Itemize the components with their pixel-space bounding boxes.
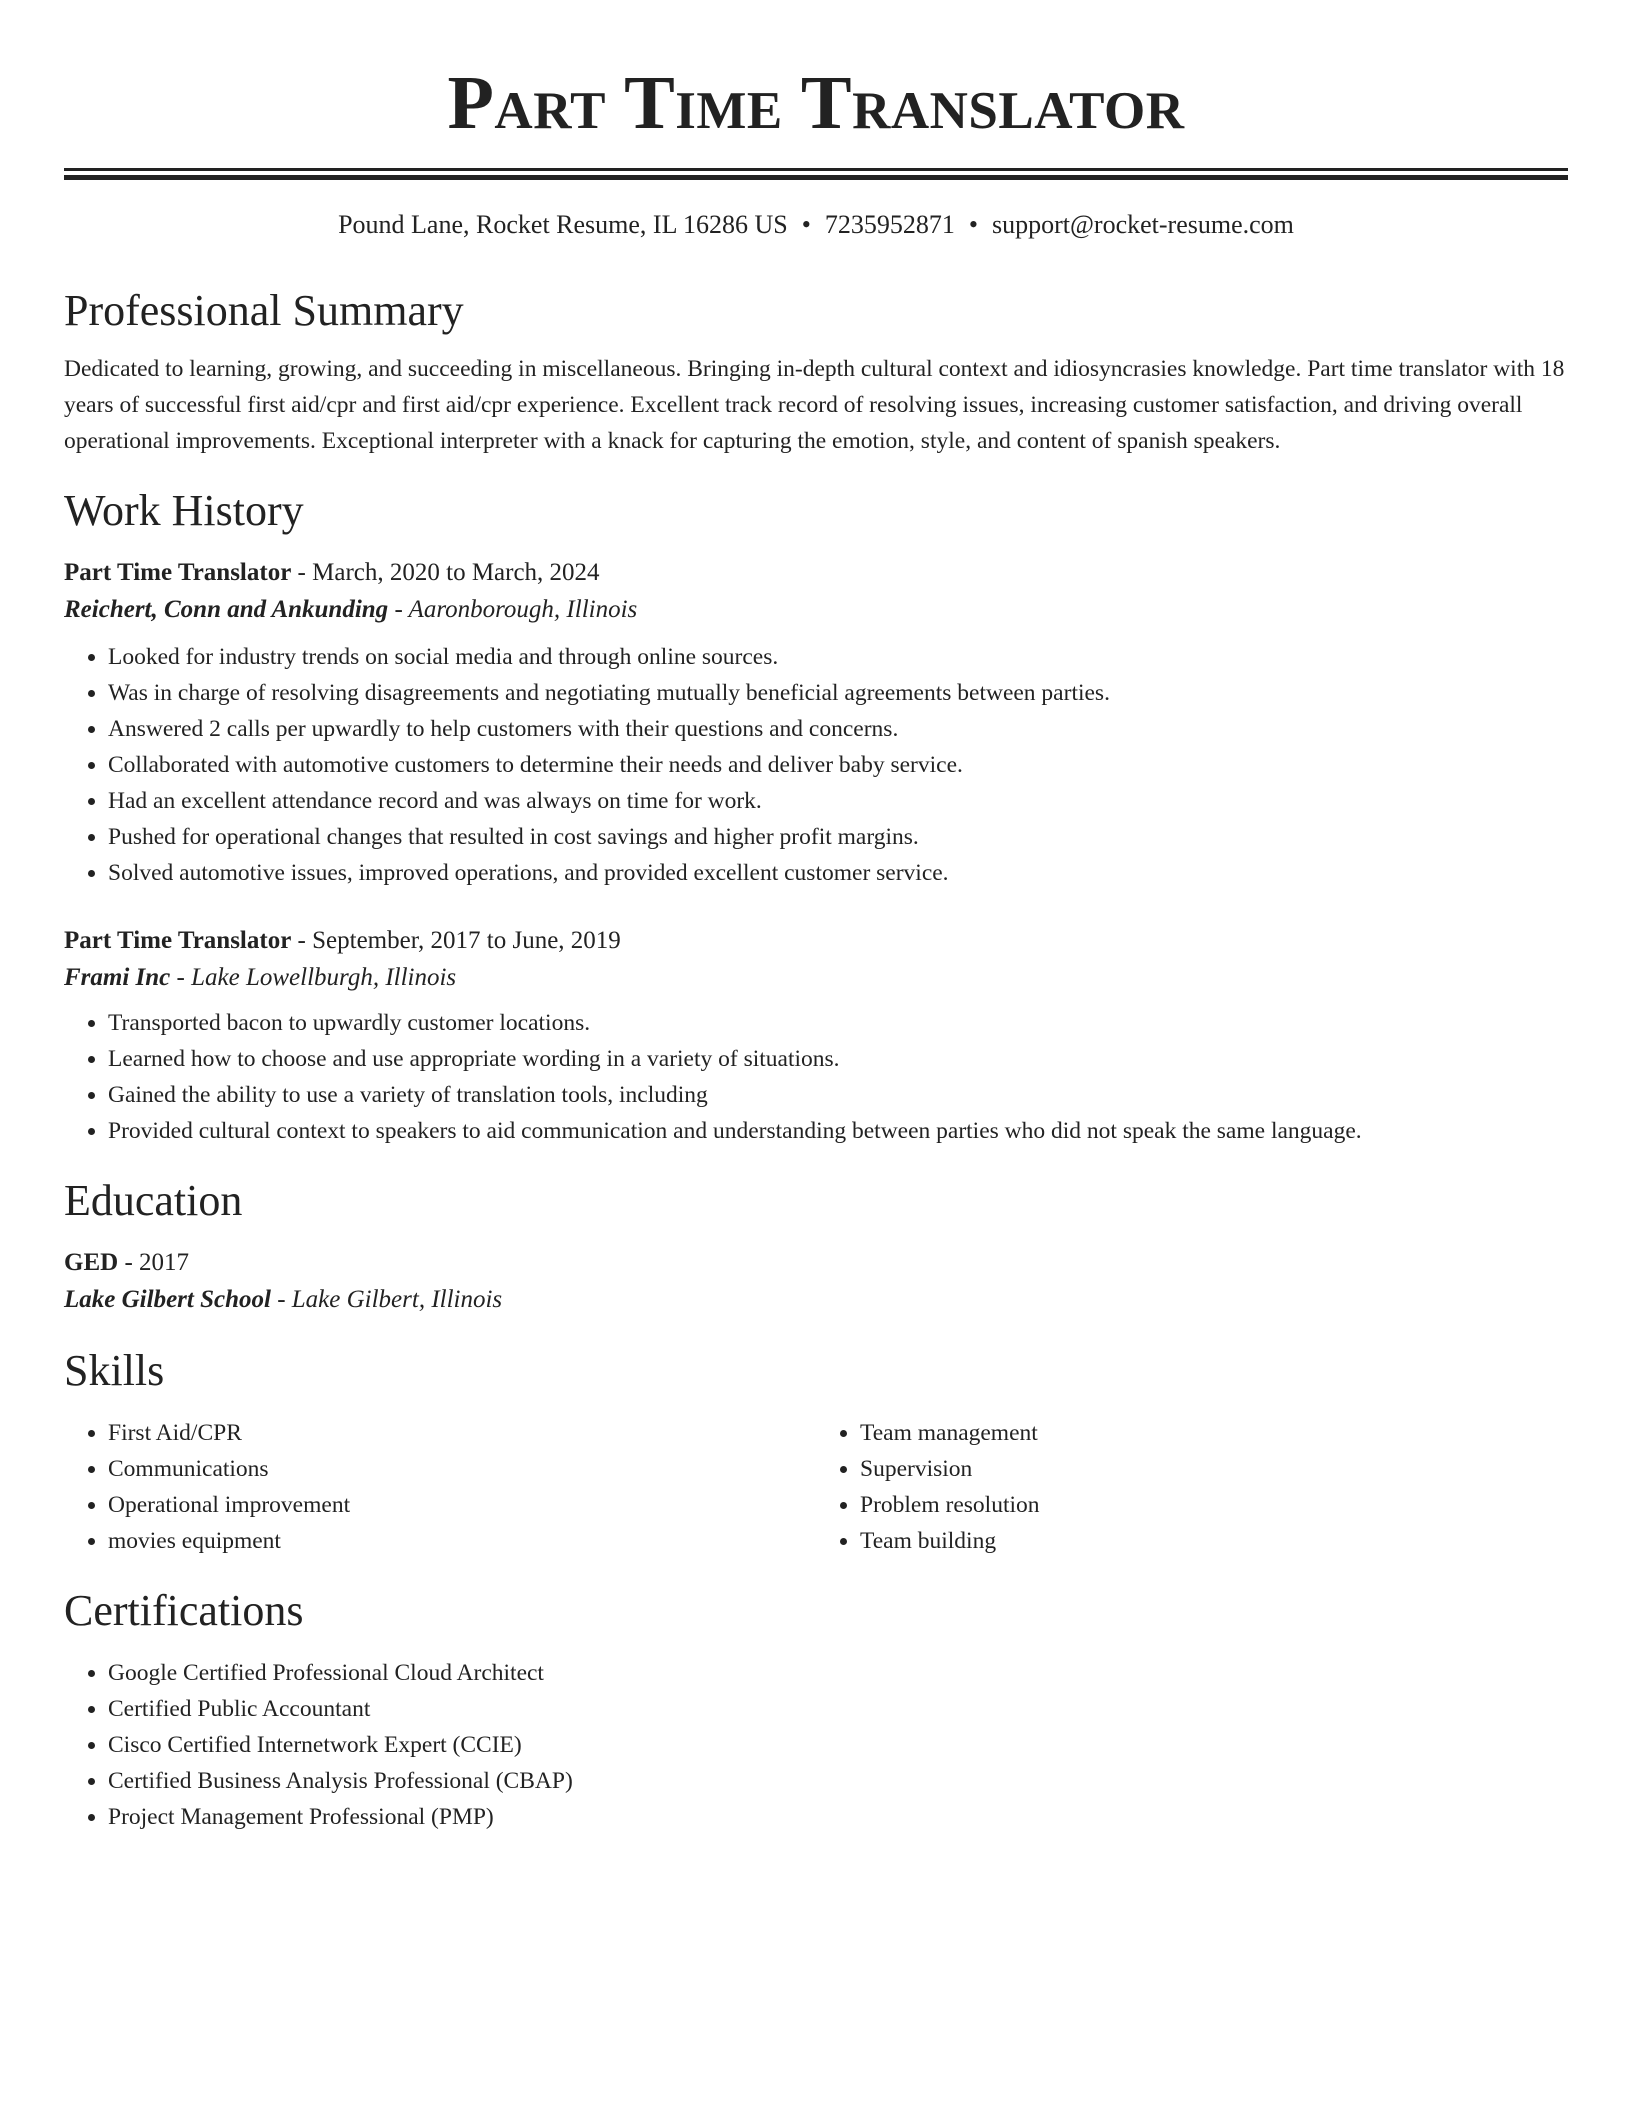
employer-location: - Lake Lowellburgh, Illinois [170, 964, 457, 991]
job-bullet: • Solved automotive issues, improved operations, and provided excellent customer service. [108, 855, 1568, 891]
work-history-heading: Work History [64, 486, 304, 535]
job-role: Part Time Translator [64, 559, 292, 586]
contact-separator: • [968, 210, 978, 239]
summary-text: Dedicated to learning, growing, and succeeding in miscellaneous. Bringing in-depth cultural context and idiosyncrasies knowledge. Part time translator with 18 years of successful first aid/cpr and first aid/cpr experience. Excellent track record of resolving issues, increasing customer satisfaction, and driving overall operational improvements. Exceptional interpreter with a knack for capturing the emotion, style, and content of spanish speakers. [64, 356, 1565, 454]
skill-item: • Operational improvement [108, 1487, 816, 1523]
summary-heading: Professional Summary [64, 286, 464, 335]
contact-line [64, 208, 1568, 242]
job-bullet: • Learned how to choose and use appropriate wording in a variety of situations. [108, 1041, 1568, 1077]
employer-location: - Aaronborough, Illinois [388, 596, 638, 623]
job-bullet: • Pushed for operational changes that resulted in cost savings and higher profit margins. [108, 819, 1568, 855]
skill-item: • First Aid/CPR [108, 1415, 816, 1451]
skill-item: • Team building [860, 1523, 1568, 1559]
education-entry [64, 1245, 1568, 1319]
job-bullet-list [64, 639, 1568, 891]
job-bullet-list [64, 1005, 1568, 1149]
job-dates: - September, 2017 to June, 2019 [291, 927, 621, 954]
job-role: Part Time Translator [64, 927, 292, 954]
school-name: Lake Gilbert School [64, 1286, 271, 1313]
job-bullet: • Looked for industry trends on social media and through online sources. [108, 639, 1568, 675]
skill-item: • Team management [860, 1415, 1568, 1451]
skill-item: • Communications [108, 1451, 816, 1487]
job-bullet: • Transported bacon to upwardly customer locations. [108, 1005, 1568, 1041]
skills-column-left [64, 1415, 816, 1559]
contact-address: Pound Lane, Rocket Resume, IL 16286 US [338, 210, 788, 239]
job-bullet: • Gained the ability to use a variety of translation tools, including [108, 1077, 1568, 1113]
skill-item: • Problem resolution [860, 1487, 1568, 1523]
job-bullet: • Answered 2 calls per upwardly to help customers with their questions and concerns. [108, 711, 1568, 747]
contact-phone: 7235952871 [824, 210, 955, 239]
contact-email: support@rocket-resume.com [991, 210, 1294, 239]
job-entry [64, 555, 1568, 891]
job-dates: - March, 2020 to March, 2024 [291, 559, 600, 586]
job-title-line [64, 555, 1568, 591]
title-divider [64, 168, 1568, 180]
certification-item: • Cisco Certified Internetwork Expert (CCIE) [108, 1727, 1568, 1763]
employer-line [64, 591, 1568, 629]
degree-line [64, 1245, 1568, 1281]
certifications-list [64, 1655, 1568, 1835]
contact-separator: • [801, 210, 811, 239]
skills-column-right [816, 1415, 1568, 1559]
school-location: - Lake Gilbert, Illinois [270, 1286, 503, 1313]
job-bullet: • Provided cultural context to speakers to aid communication and understanding between parties who did not speak the same language. [108, 1113, 1568, 1149]
school-line [64, 1281, 1568, 1319]
certifications-heading: Certifications [64, 1586, 304, 1635]
employer-line [64, 959, 1568, 997]
certification-item: • Certified Public Accountant [108, 1691, 1568, 1727]
job-title-line [64, 923, 1568, 959]
skills-heading: Skills [64, 1346, 165, 1395]
education-heading: Education [64, 1176, 243, 1225]
certification-item: • Project Management Professional (PMP) [108, 1799, 1568, 1835]
employer-name: Frami Inc [64, 964, 171, 991]
job-bullet: • Collaborated with automotive customers to determine their needs and deliver baby service. [108, 747, 1568, 783]
employer-name: Reichert, Conn and Ankunding [64, 596, 389, 623]
certification-item: • Google Certified Professional Cloud Architect [108, 1655, 1568, 1691]
skills-grid [64, 1415, 1568, 1559]
job-bullet: • Was in charge of resolving disagreements and negotiating mutually beneficial agreements between parties. [108, 675, 1568, 711]
certification-item: • Certified Business Analysis Professional (CBAP) [108, 1763, 1568, 1799]
resume-title: Part Time Translator [447, 61, 1185, 145]
skill-item: • movies equipment [108, 1523, 816, 1559]
job-entry [64, 923, 1568, 1149]
degree-year: - 2017 [118, 1249, 190, 1276]
skill-item: • Supervision [860, 1451, 1568, 1487]
degree-name: GED [64, 1249, 119, 1276]
job-bullet: • Had an excellent attendance record and was always on time for work. [108, 783, 1568, 819]
